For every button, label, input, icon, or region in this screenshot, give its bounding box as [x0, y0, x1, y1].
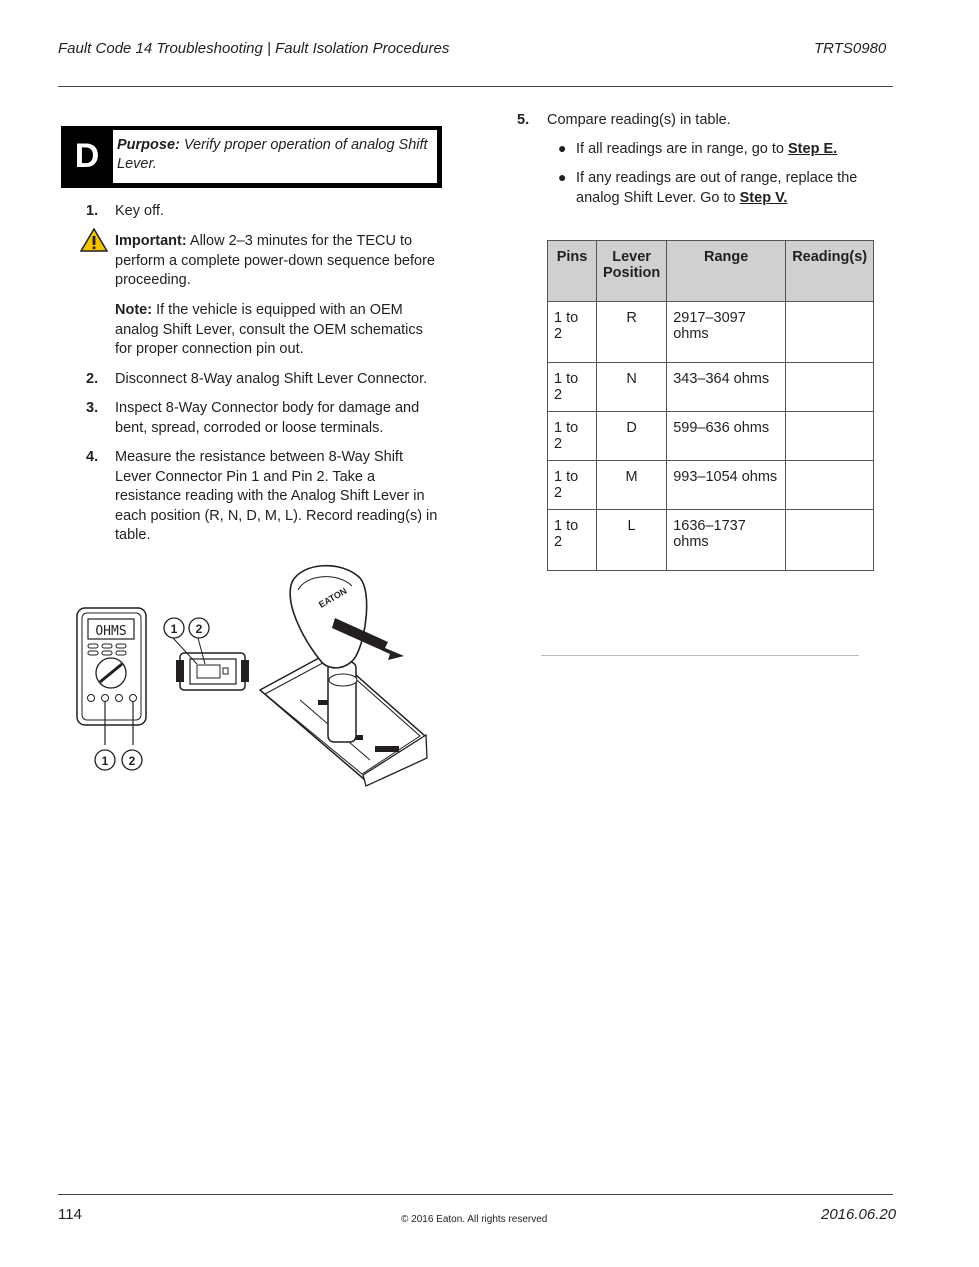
col-header-readings: Reading(s)	[786, 241, 874, 302]
cell-reading[interactable]	[786, 412, 874, 461]
connector-icon	[173, 638, 249, 690]
shift-lever-test-figure	[70, 560, 450, 790]
item-text: Disconnect 8-Way analog Shift Lever Connector.	[115, 371, 428, 387]
step-letter: D	[74, 137, 100, 175]
item-text: Measure the resistance between 8-Way Shift Lever Connector Pin 1 and Pin 2. Take a resistance reading with the Analog Shift Lever in each position (R, N, D, M, L). Record reading(s) in table.	[115, 449, 438, 543]
note-label: Note:	[115, 302, 153, 318]
page-number: 114	[58, 1206, 82, 1223]
cell-reading[interactable]	[786, 363, 874, 412]
table-row	[548, 363, 874, 412]
cell-range: 599–636 ohms	[667, 412, 786, 461]
readings-table	[547, 240, 874, 571]
important-label: Important:	[115, 233, 187, 249]
note-text: If the vehicle is equipped with an OEM analog Shift Lever, consult the OEM schematics for proper connection pin out.	[115, 302, 423, 357]
bullet-out-of-range	[576, 169, 872, 208]
step-e-link[interactable]: Step E.	[788, 141, 838, 157]
table-header-row	[548, 241, 874, 302]
purpose-text: Verify proper operation of analog Shift Lever.	[117, 137, 428, 172]
cell-pins: 1 to 2	[548, 461, 597, 510]
step-box	[61, 126, 442, 188]
connector-callout-2: 2	[195, 622, 203, 636]
col-header-range: Range	[667, 241, 786, 302]
cell-position: L	[597, 510, 667, 571]
section-divider	[541, 655, 859, 656]
cell-position: R	[597, 302, 667, 363]
copyright: © 2016 Eaton. All rights reserved	[401, 1214, 548, 1225]
connector-callout-1: 1	[170, 622, 178, 636]
cell-range: 993–1054 ohms	[667, 461, 786, 510]
item-number: 2.	[86, 371, 99, 387]
multimeter-icon	[77, 608, 146, 745]
purpose-label: Purpose:	[117, 137, 180, 153]
table-row	[548, 412, 874, 461]
step-v-link[interactable]: Step V.	[739, 189, 788, 206]
step5-number: 5.	[517, 112, 530, 128]
important-note	[115, 232, 441, 291]
item-number: 4.	[86, 449, 99, 465]
cell-range: 1636–1737 ohms	[667, 510, 786, 571]
cell-reading[interactable]	[786, 461, 874, 510]
item-number: 1.	[86, 203, 99, 219]
table-row	[548, 302, 874, 363]
cell-pins: 1 to 2	[548, 510, 597, 571]
header-doc-id: TRTS0980	[814, 40, 887, 57]
oem-note	[115, 301, 441, 360]
table-row	[548, 510, 874, 571]
callout-2: 2	[128, 754, 136, 768]
meter-display: OHMS	[95, 624, 127, 639]
bullet-out-of-range-text: If any readings are out of range, replace the analog Shift Lever. Go to	[576, 170, 858, 206]
step-purpose	[113, 130, 437, 183]
col-header-lever-position: Lever Position	[597, 241, 667, 302]
cell-pins: 1 to 2	[548, 412, 597, 461]
knob-brand: EATON	[317, 585, 349, 610]
important-text: Allow 2–3 minutes for the TECU to perform a complete power-down sequence before proceeding.	[115, 233, 435, 288]
cell-position: D	[597, 412, 667, 461]
cell-pins: 1 to 2	[548, 363, 597, 412]
item-number: 3.	[86, 400, 99, 416]
cell-range: 343–364 ohms	[667, 363, 786, 412]
col-header-pins: Pins	[548, 241, 597, 302]
warning-icon	[80, 228, 108, 257]
item-text: Inspect 8-Way Connector body for damage and bent, spread, corroded or loose terminals.	[115, 400, 420, 436]
callout-1: 1	[101, 754, 109, 768]
step5-text: Compare reading(s) in table.	[547, 112, 731, 128]
cell-position: M	[597, 461, 667, 510]
header-title: Fault Code 14 Troubleshooting | Fault Isolation Procedures	[58, 40, 450, 57]
bullet-dot: ●	[558, 140, 567, 156]
bullet-in-range-text: If all readings are in range, go to	[576, 141, 788, 157]
cell-reading[interactable]	[786, 302, 874, 363]
bullet-dot: ●	[558, 169, 567, 185]
cell-reading[interactable]	[786, 510, 874, 571]
header-rule	[58, 86, 893, 87]
table-row	[548, 461, 874, 510]
shift-lever-icon	[260, 566, 427, 786]
cell-pins: 1 to 2	[548, 302, 597, 363]
item-text: Key off.	[115, 203, 164, 219]
bullet-in-range	[576, 140, 876, 160]
footer-date: 2016.06.20	[821, 1206, 897, 1223]
cell-range: 2917–3097 ohms	[667, 302, 786, 363]
footer-rule	[58, 1194, 893, 1195]
cell-position: N	[597, 363, 667, 412]
